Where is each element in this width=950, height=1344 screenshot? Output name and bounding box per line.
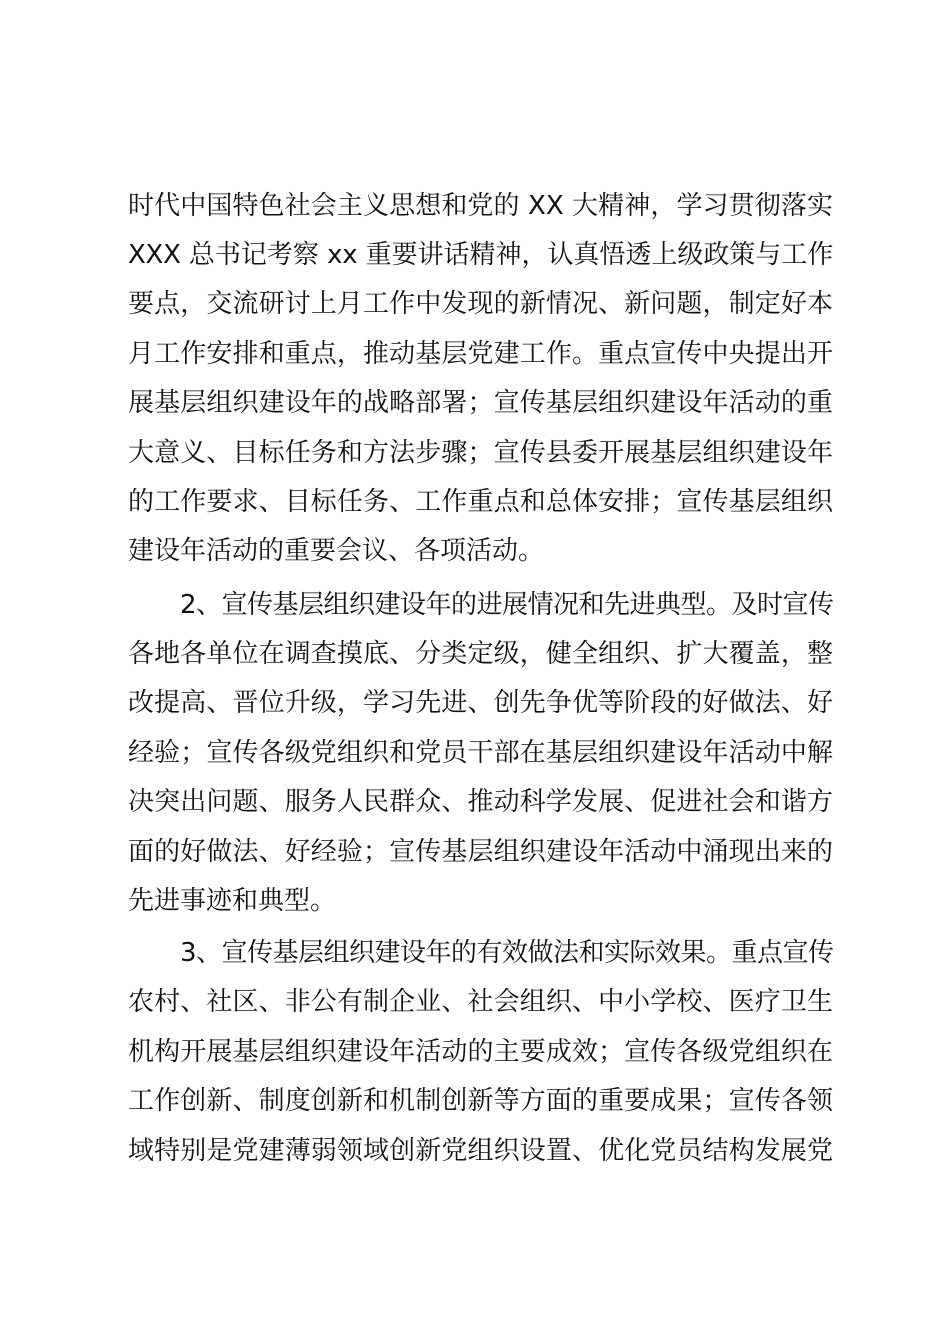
paragraph-3-line-4: 工作创新、制度创新和机制创新等方面的重要成果；宣传各领 <box>128 1086 833 1116</box>
paragraph-3-line-3: 机构开展基层组织建设年活动的主要成效；宣传各级党组织在 <box>128 1037 833 1067</box>
paragraph-1-line-2: XXX 总书记考察 xx 重要讲话精神，认真悟透上级政策与工作 <box>128 240 833 270</box>
paragraph-2-line-2: 各地各单位在调查摸底、分类定级，健全组织、扩大覆盖，整 <box>128 639 833 669</box>
paragraph-3-line-1: 3、宣传基层组织建设年的有效做法和实际效果。重点宣传 <box>180 938 834 968</box>
paragraph-2-line-7: 先进事迹和典型。 <box>128 886 337 916</box>
paragraph-3-line-5: 域特别是党建薄弱领域创新党组织设置、优化党员结构发展党 <box>128 1136 833 1166</box>
paragraph-2-line-6: 面的好做法、好经验；宣传基层组织建设年活动中涌现出来的 <box>128 837 833 867</box>
paragraph-1-line-8: 建设年活动的重要会议、各项活动。 <box>128 536 545 566</box>
paragraph-3-line-2: 农村、社区、非公有制企业、社会组织、中小学校、医疗卫生 <box>128 987 833 1017</box>
paragraph-2-line-3: 改提高、晋位升级，学习先进、创先争优等阶段的好做法、好 <box>128 688 833 718</box>
paragraph-2-line-4: 经验；宣传各级党组织和党员干部在基层组织建设年活动中解 <box>128 738 833 768</box>
paragraph-1-line-3: 要点，交流研讨上月工作中发现的新情况、新问题，制定好本 <box>128 289 833 319</box>
paragraph-1-line-7: 的工作要求、目标任务、工作重点和总体安排；宣传基层组织 <box>128 487 833 517</box>
paragraph-2-line-1: 2、宣传基层组织建设年的进展情况和先进典型。及时宣传 <box>180 590 834 620</box>
paragraph-1-line-6: 大意义、目标任务和方法步骤；宣传县委开展基层组织建设年 <box>128 438 833 468</box>
paragraph-1-line-1: 时代中国特色社会主义思想和党的 XX 大精神，学习贯彻落实 <box>128 191 833 221</box>
paragraph-2-line-5: 决突出问题、服务人民群众、推动科学发展、促进社会和谐方 <box>128 787 833 817</box>
paragraph-1-line-4: 月工作安排和重点，推动基层党建工作。重点宣传中央提出开 <box>128 339 833 369</box>
paragraph-1-line-5: 展基层组织建设年的战略部署；宣传基层组织建设年活动的重 <box>128 388 833 418</box>
